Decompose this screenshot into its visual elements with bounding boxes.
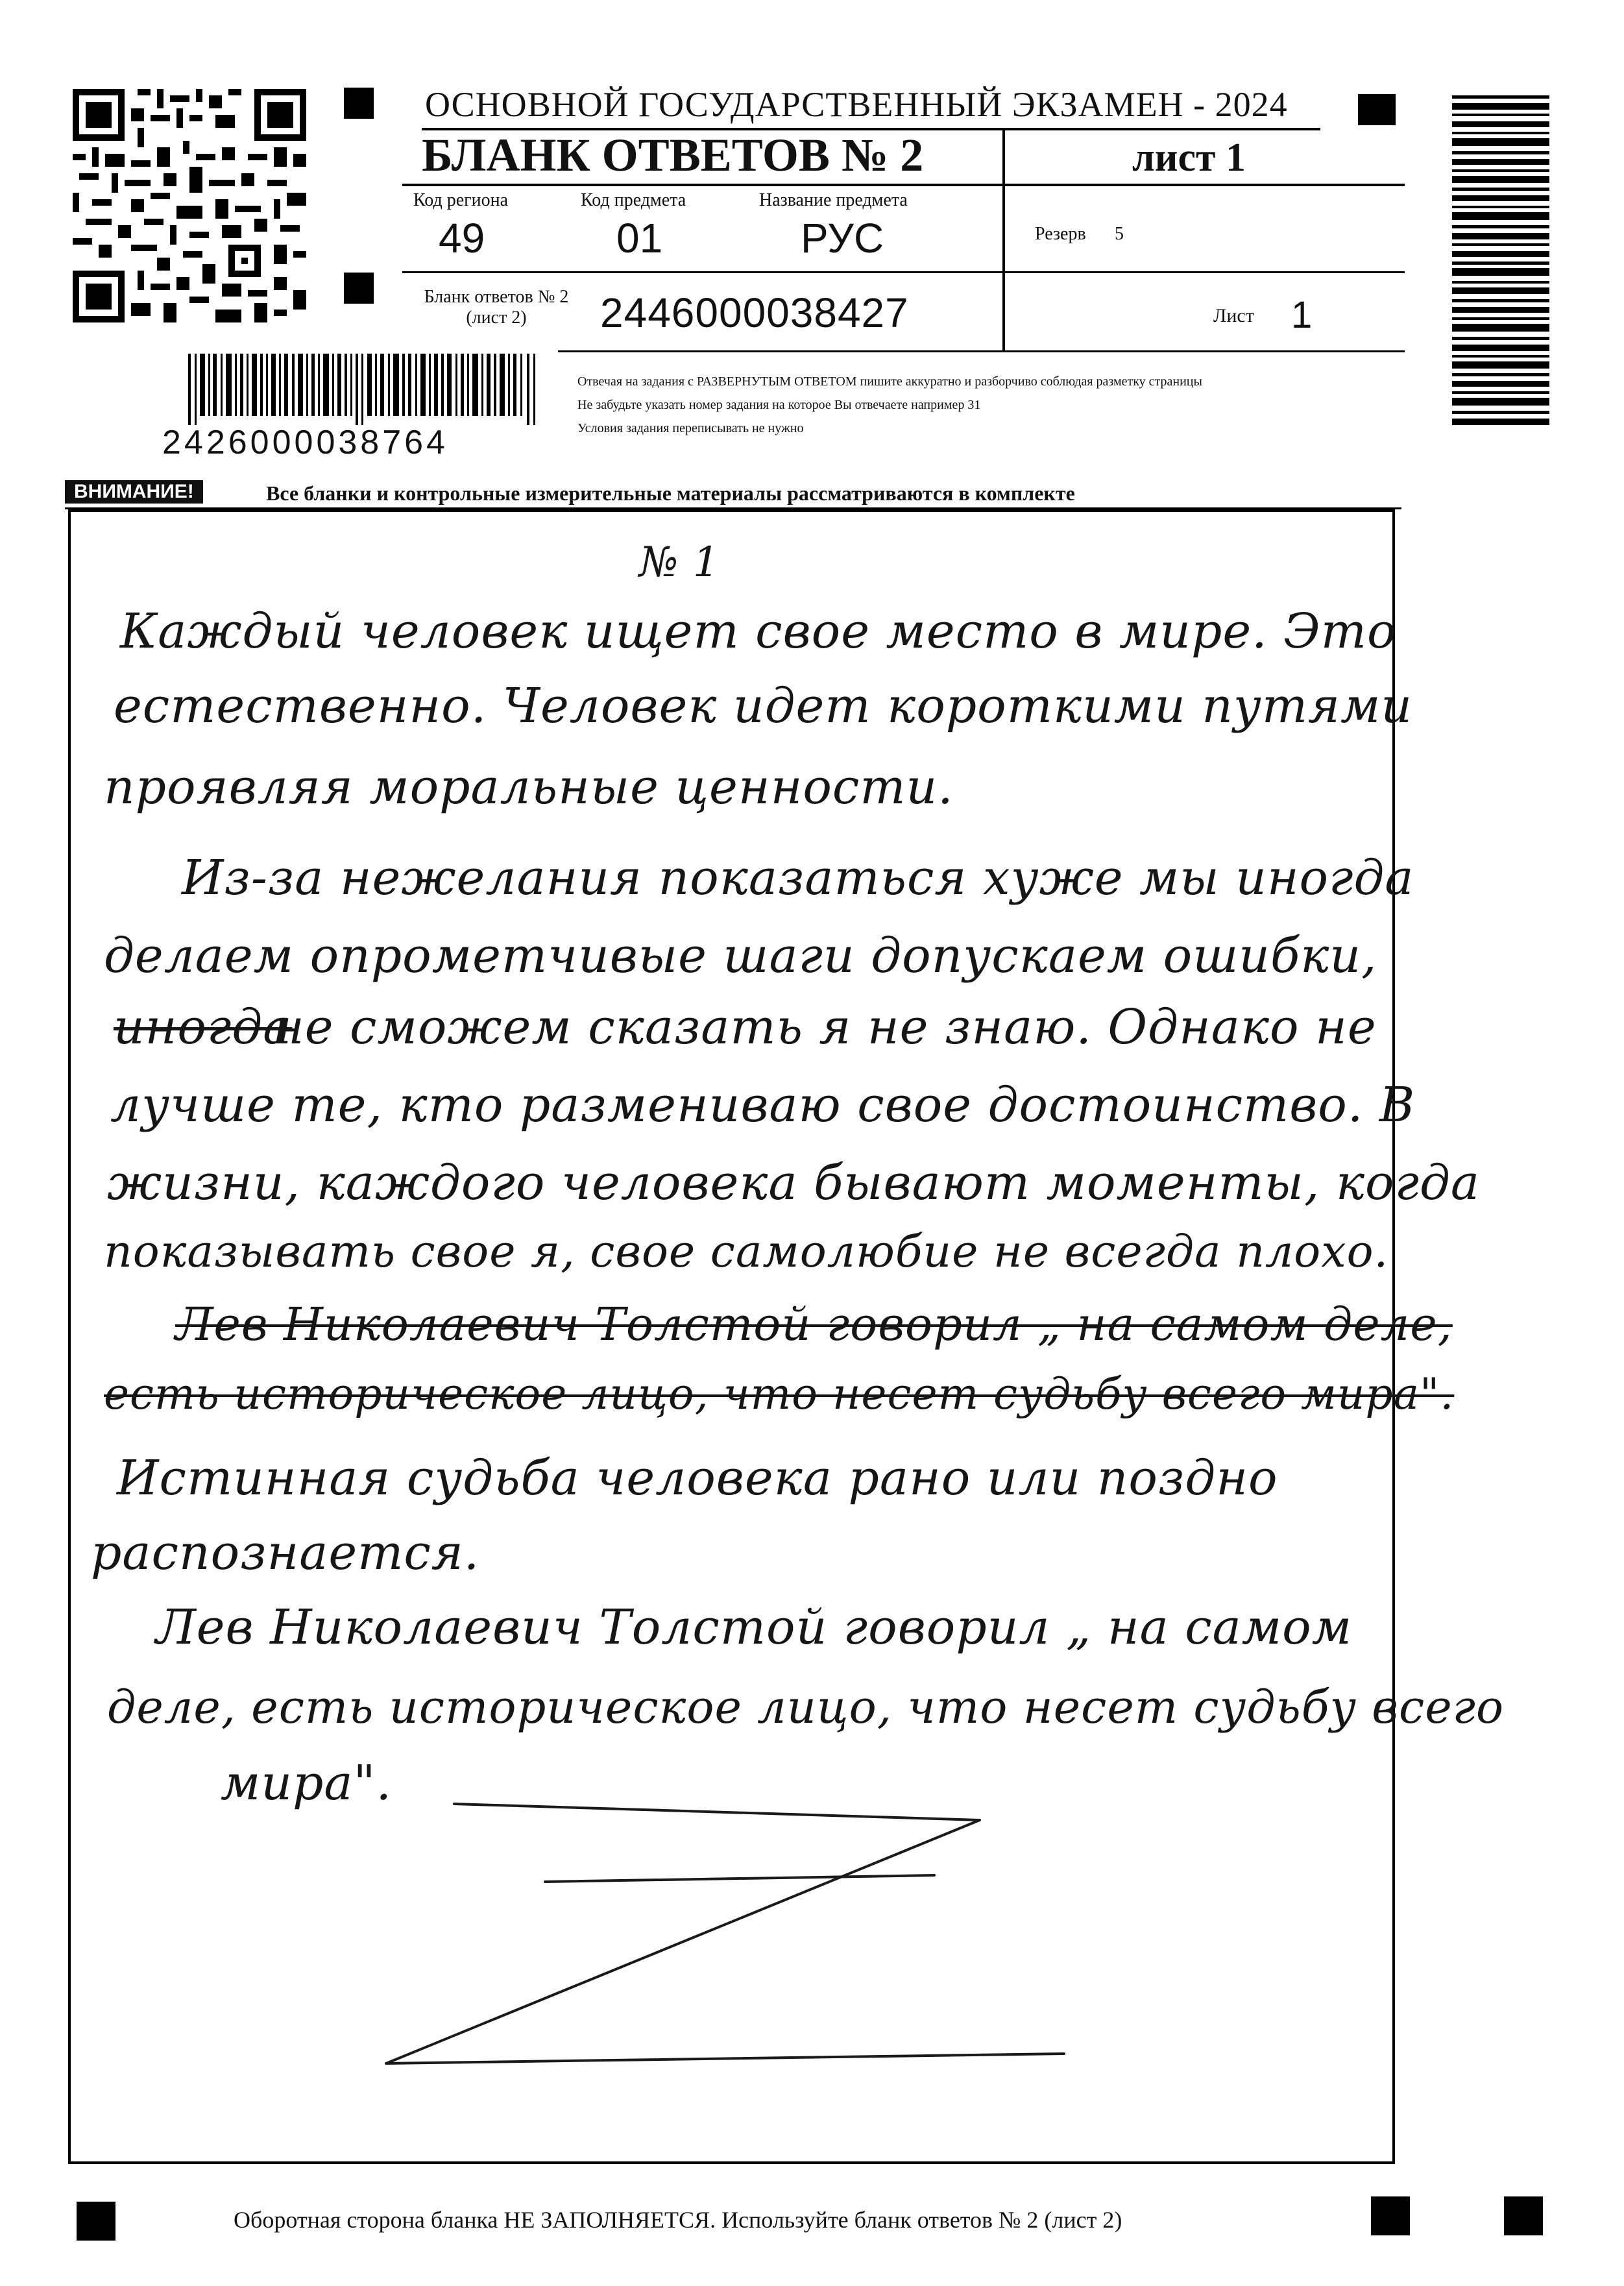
answer-line-11-crossed: есть историческое лицо, что несет судьбу всего мира". xyxy=(104,1369,1455,1419)
answer-line-6: не сможем сказать я не знаю. Однако не xyxy=(273,999,1377,1055)
crossed-word-1: иногда xyxy=(114,999,293,1055)
form-title: БЛАНК ОТВЕТОВ № 2 xyxy=(422,129,924,181)
subject-name-label: Название предмета xyxy=(759,190,908,210)
notice-text: Все бланки и контрольные измерительные материалы рассматриваются в комплекте xyxy=(266,481,1075,505)
registration-marker-top-left xyxy=(344,88,374,119)
form-barcode xyxy=(188,354,539,425)
footer-text: Оборотная сторона бланка НЕ ЗАПОЛНЯЕТСЯ. Используйте бланк ответов № 2 (лист 2) xyxy=(234,2207,1122,2233)
subject-name: РУС xyxy=(801,215,884,261)
answer-line-10-crossed: Лев Николаевич Толстой говорил „ на самом деле, xyxy=(175,1298,1453,1351)
reserve-value: 5 xyxy=(1115,224,1124,244)
subject-code: 01 xyxy=(616,215,663,261)
form-title-underline xyxy=(402,184,1405,186)
registration-marker-mid-left xyxy=(344,273,374,304)
region-code: 49 xyxy=(439,215,485,261)
sheet-number: 1 xyxy=(1291,294,1313,336)
form-title-divider xyxy=(1002,130,1005,350)
instruction-line-3: Условия задания переписывать не нужно xyxy=(577,421,804,435)
sheet-label: лист 1 xyxy=(1132,136,1246,180)
answer-line-12: Истинная судьба человека рано или поздно xyxy=(117,1450,1278,1506)
registration-marker-top-right xyxy=(1358,94,1396,125)
answer-line-2: естественно. Человек идет короткими путями xyxy=(114,678,1413,734)
answer-line-8: жизни, каждого человека бывают моменты, когда xyxy=(107,1155,1481,1211)
instructions-box-line xyxy=(558,350,1405,352)
notice-badge: ВНИМАНИЕ! xyxy=(65,480,203,504)
registration-marker-bottom-left xyxy=(77,2202,115,2241)
answer-line-7: лучше те, кто размениваю свое достоинство. В xyxy=(110,1077,1416,1133)
form-id-label xyxy=(402,287,590,328)
answer-line-14: Лев Николаевич Толстой говорил „ на самом xyxy=(156,1599,1353,1655)
answer-line-15: деле, есть историческое лицо, что несет судьбу всего xyxy=(107,1681,1505,1734)
form-id-label-line1: Бланк ответов № 2 xyxy=(424,287,569,307)
registration-marker-bottom-right-1 xyxy=(1371,2196,1410,2235)
answer-line-5: делаем опрометчивые шаги допускаем ошибки, xyxy=(104,928,1377,984)
end-z-mark xyxy=(376,1791,1109,2083)
subject-code-label: Код предмета xyxy=(581,190,686,210)
reserve-label: Резерв xyxy=(1035,224,1086,244)
instruction-line-1: Отвечая на задания с РАЗВЕРНУТЫМ ОТВЕТОМ пишите аккуратно и разборчиво соблюдая разметку страницы xyxy=(577,374,1202,389)
answer-line-16: мира". xyxy=(221,1755,393,1811)
task-number: № 1 xyxy=(639,539,720,587)
qr-code xyxy=(73,89,306,322)
region-code-label: Код региона xyxy=(413,190,509,210)
answer-line-4: Из-за нежелания показаться хуже мы иногда xyxy=(182,850,1414,906)
answer-line-3: проявляя моральные ценности. xyxy=(104,759,954,815)
notice-bar xyxy=(65,480,1401,509)
form-id: 2446000038427 xyxy=(600,289,909,336)
registration-marker-bottom-right-2 xyxy=(1504,2196,1543,2235)
instructions xyxy=(577,370,1202,440)
side-barcode xyxy=(1452,95,1549,433)
exam-title: ОСНОВНОЙ ГОСУДАРСТВЕННЫЙ ЭКЗАМЕН - 2024 xyxy=(425,85,1288,124)
barcode-number: 2426000038764 xyxy=(162,424,448,461)
instruction-line-2: Не забудьте указать номер задания на которое Вы отвечаете например 31 xyxy=(577,398,981,412)
form-id-label-line2: (лист 2) xyxy=(466,308,527,328)
answer-line-13: распознается. xyxy=(91,1525,480,1581)
header-separator xyxy=(402,271,1405,273)
answer-line-1: Каждый человек ищет свое место в мире. Это xyxy=(120,603,1397,659)
sheet-number-label: Лист xyxy=(1213,305,1254,326)
answer-line-9: показывать свое я, свое самолюбие не всегда плохо. xyxy=(104,1226,1389,1278)
